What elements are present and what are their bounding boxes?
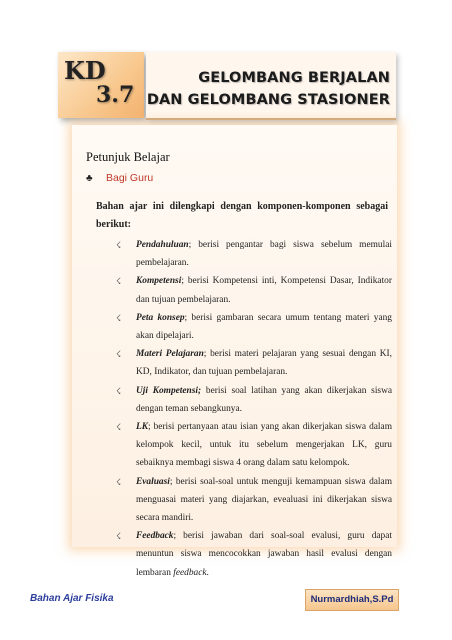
list-item [116, 236, 392, 272]
component-list [116, 236, 392, 582]
list-item-term: Feedback [136, 531, 174, 542]
list-item-term: Peta konsep [136, 312, 185, 323]
list-item-term: Pendahuluan [136, 240, 189, 250]
section-title: Petunjuk Belajar [86, 150, 170, 164]
list-item-term: Materi Pelajaran [136, 349, 204, 360]
list-item-term: Kompetensi [136, 276, 182, 287]
list-marker-icon: ☇ [116, 476, 122, 487]
list-item [116, 473, 392, 528]
list-marker-icon: ☇ [116, 240, 122, 250]
list-item-text: ; berisi Kompetensi inti, Kompetensi Dasar, Indikator dan tujuan pembelajaran. [136, 276, 392, 305]
list-item-tail: . [206, 567, 209, 578]
chapter-title-box [146, 52, 396, 120]
list-marker-icon: ☇ [116, 422, 122, 433]
subsection-title: Bagi Guru [106, 172, 154, 184]
list-item-term: Evaluasi [136, 476, 170, 487]
list-marker-icon: ☇ [116, 385, 122, 396]
kd-label: KD [64, 56, 106, 85]
list-item-text: ; berisi pertanyaan atau isian yang akan dikerjakan siswa dalam kelompok kecil, untuk itu sebelum mengerjakan LK, guru sebaiknya membagi siswa 4 orang dalam satu kelompok. [136, 422, 392, 469]
list-item-text: ; berisi soal-soal untuk menguji kemampuan siswa dalam menguasai materi yang diajarkan, evealuasi ini dikerjakan siswa secara mandiri. [136, 476, 392, 524]
kd-number: 3.7 [96, 82, 135, 108]
list-item [116, 309, 392, 345]
list-item-text: ; berisi materi pelajaran yang sesuai dengan KI, KD, Indikator, dan tujuan pembelajaran. [136, 349, 392, 378]
list-marker-icon: ☇ [116, 531, 122, 542]
list-item [116, 418, 392, 473]
footer-author-badge: Nurmardhiah,S.Pd [305, 589, 399, 611]
list-marker-icon: ☇ [116, 312, 122, 323]
footer-book-title: Bahan Ajar Fisika [30, 593, 114, 604]
list-item-text: ; berisi gambaran secara umum tentang materi yang akan dipelajari. [136, 312, 392, 342]
list-item [116, 272, 392, 308]
chapter-title-line-2: DAN GELOMBANG STASIONER [146, 92, 390, 108]
list-item-italic: feedback [173, 567, 207, 578]
list-item [116, 345, 392, 381]
list-marker-icon: ☇ [116, 349, 122, 360]
list-item [116, 382, 392, 418]
kd-badge [58, 52, 144, 118]
list-item-text: ; berisi pengantar bagi siswa sebelum memulai pembelajaran. [136, 240, 392, 269]
list-item-text: berisi soal latihan yang akan dikerjakan siswa dengan teman sebangkunya. [136, 385, 393, 414]
intro-paragraph: Bahan ajar ini dilengkapi dengan komponen-komponen sebagai berikut: [96, 201, 388, 230]
list-item [116, 527, 392, 582]
list-marker-icon: ☇ [116, 276, 122, 287]
list-item-term: LK [136, 422, 148, 433]
list-item-text: ; berisi jawaban dari soal-soal evalusi, guru dapat menuntun siswa mencocokkan jawaban hasil evalusi dengan lembaran [136, 531, 392, 578]
club-bullet-icon: ♣ [86, 173, 93, 184]
list-item-term: Uji Kompetensi; [136, 385, 202, 396]
chapter-title-line-1: GELOMBANG BERJALAN [198, 70, 390, 86]
